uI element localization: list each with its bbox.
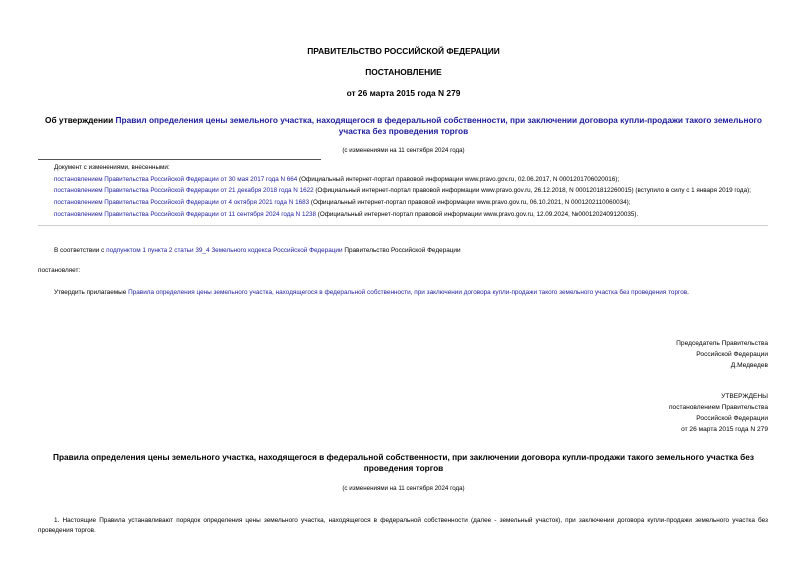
government-heading: ПРАВИТЕЛЬСТВО РОССИЙСКОЙ ФЕДЕРАЦИИ — [307, 46, 500, 56]
signature-block — [468, 338, 768, 371]
approved-label: УТВЕРЖДЕНЫ — [721, 393, 768, 400]
changes-bottom-rule — [38, 225, 768, 226]
changes-item — [38, 209, 768, 221]
changes-item — [38, 186, 768, 195]
signature-name: Д.Медведев — [730, 362, 768, 369]
rules-amended-note: (с изменениями на 11 сентября 2024 года) — [342, 485, 465, 492]
changes-top-rule — [38, 159, 321, 160]
land-code-link[interactable]: подпунктом 1 пункта 2 статьи 39_4 Земельного кодекса Российской Федерации — [106, 247, 343, 254]
approved-block — [468, 391, 768, 435]
changes-list — [38, 162, 768, 226]
signature-country: Российской Федерации — [696, 351, 768, 358]
title-prefix: Об утверждении — [45, 115, 116, 125]
amendment-source: (Официальный интернет-портал правовой информации www.pravo.gov.ru, 02.06.2017, N 0001201706020016); — [297, 175, 620, 183]
changes-item — [38, 174, 768, 186]
rules-point-1: 1. Настоящие Правила устанавливают порядок определения цены земельного участка, находящегося в федеральной собственности (далее - земельный участок), при заключении договора купли-продажи земельного участка без проведения торгов. — [38, 517, 768, 534]
basis-paragraph — [38, 246, 768, 256]
amendment-link-2018[interactable]: постановлением Правительства Российской Федерации от 21 декабря 2018 года N 1622 — [54, 187, 314, 194]
approve-suffix: . — [687, 289, 689, 296]
approve-prefix: Утвердить прилагаемые — [54, 289, 129, 296]
basis-suffix: Правительство Российской Федерации — [342, 247, 461, 254]
document-type-heading: ПОСТАНОВЛЕНИЕ — [365, 67, 442, 77]
changes-item — [38, 197, 768, 209]
approved-country: Российской Федерации — [696, 415, 768, 422]
amendment-source: (Официальный интернет-портал правовой информации www.pravo.gov.ru, 12.09.2024, №0001202409120035). — [315, 210, 639, 218]
rules-title: Правила определения цены земельного участка, находящегося в федеральной собственности, при заключении договора купли-продажи такого земельного участка без проведения торгов — [53, 452, 754, 473]
approved-rules-link[interactable]: Правила определения цены земельного участка, находящегося в федеральной собственности, при заключении договора купли-продажи такого земельного участка без проведения торгов — [128, 289, 688, 296]
amendment-link-2021[interactable]: постановлением Правительства Российской Федерации от 4 октября 2021 года N 1683 — [54, 199, 310, 206]
amended-note: (с изменениями на 11 сентября 2024 года) — [342, 147, 465, 154]
decrees-word: постановляет: — [38, 267, 81, 274]
amendment-link-2024[interactable]: постановлением Правительства Российской Федерации от 11 сентября 2024 года N 1238 — [54, 210, 316, 218]
approved-date: от 26 марта 2015 года N 279 — [681, 426, 768, 433]
basis-prefix: В соответствии с — [54, 247, 107, 254]
document-title — [45, 115, 762, 137]
title-rules-link[interactable]: Правил определения цены земельного участка, находящегося в федеральной собственности, при заключении договора купли-продажи такого земельного участка без проведения торгов — [115, 115, 762, 136]
changes-intro: Документ с изменениями, внесенными: — [54, 164, 170, 171]
amendment-source: (Официальный интернет-портал правовой информации www.pravo.gov.ru, 06.10.2021, N 0001202110060034); — [309, 199, 631, 206]
date-number-heading: от 26 марта 2015 года N 279 — [346, 88, 461, 98]
approved-by: постановлением Правительства — [668, 404, 768, 411]
amendment-link-2017[interactable]: постановлением Правительства Российской Федерации от 30 мая 2017 года N 664 — [54, 175, 298, 183]
amendment-source: (Официальный интернет-портал правовой информации www.pravo.gov.ru, 26.12.2018, N 0001201812260015) (вступило в силу с 1 января 2019 года); — [313, 187, 751, 194]
approve-paragraph — [38, 288, 767, 298]
signature-position: Председатель Правительства — [676, 340, 768, 347]
